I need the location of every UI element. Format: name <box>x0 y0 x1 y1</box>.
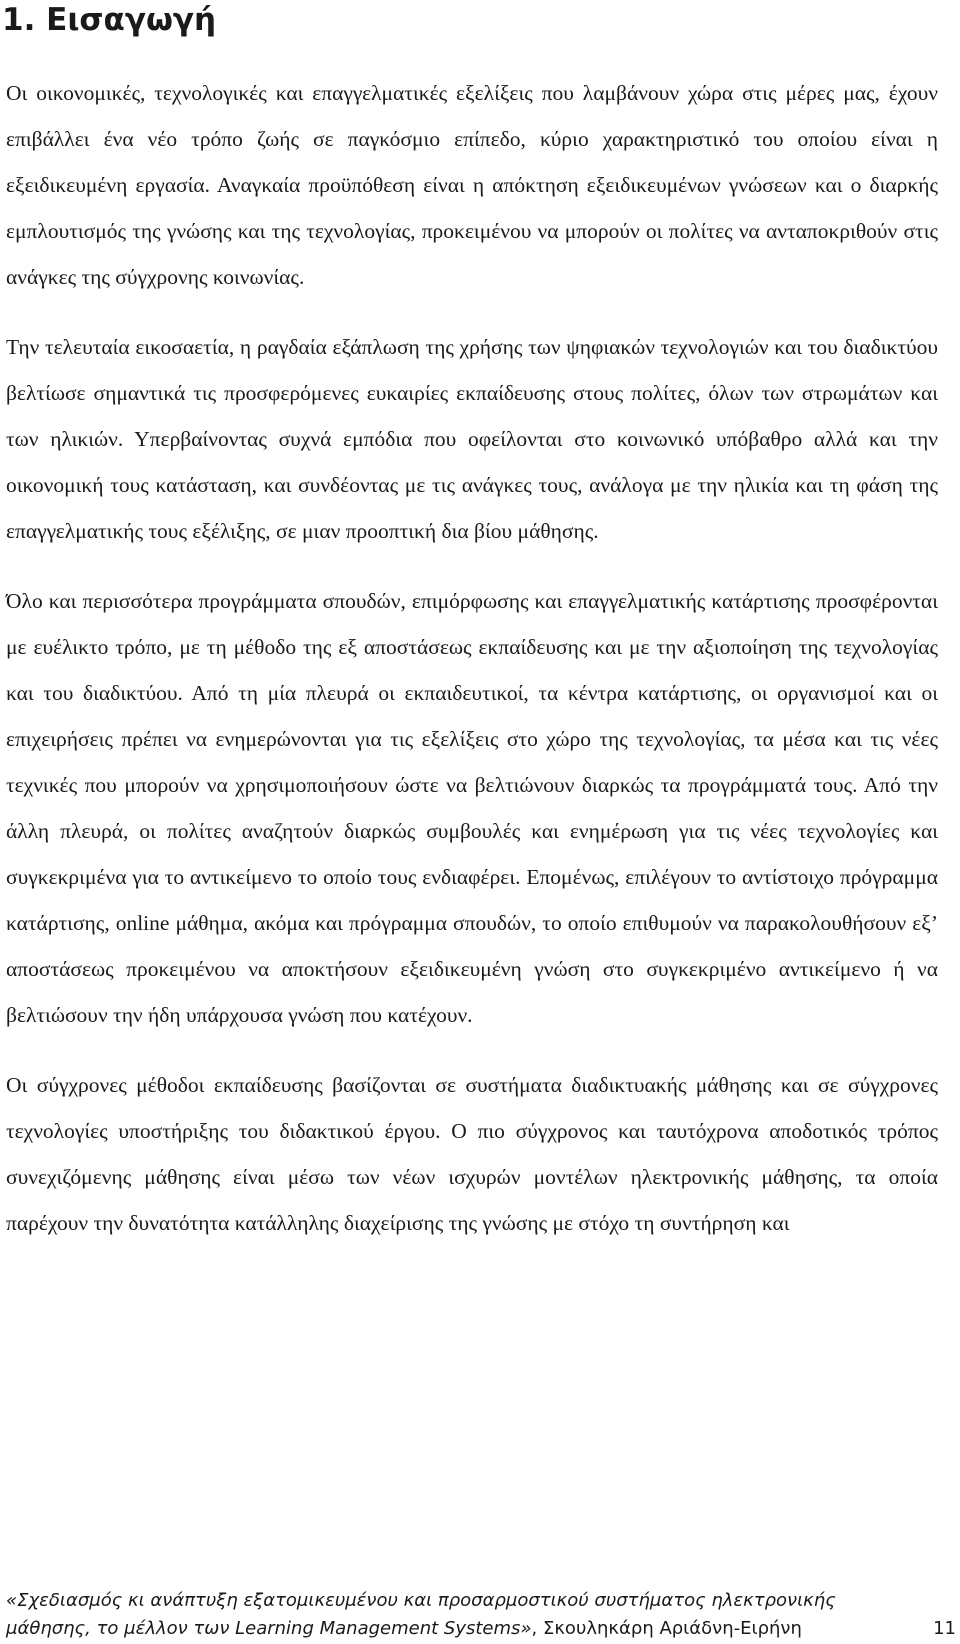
page-footer <box>0 1585 960 1644</box>
section-title: Εισαγωγή <box>46 2 217 38</box>
page-number: 11 <box>933 1618 956 1639</box>
footer-title-line-2 <box>6 1615 802 1643</box>
footer-title-part-1: «Σχεδιασμός κι ανάπτυξη εξατομικευμένου και προσαρμοστικού συστήματος ηλεκτρονικής <box>6 1590 836 1611</box>
footer-author: , Σκουληκάρη Αριάδνη-Ειρήνη <box>531 1618 802 1639</box>
footer-title-part-2: μάθησης, το μέλλον των Learning Management Systems» <box>6 1618 532 1639</box>
paragraph-1: Οι οικονομικές, τεχνολογικές και επαγγελματικές εξελίξεις που λαμβάνουν χώρα στις μέρες μας, έχουν επιβάλλει ένα νέο τρόπο ζωής σε παγκόσμιο επίπεδο, κύριο χαρακτηριστικό του οποίου είναι η εξειδικευμένη εργασία. Αναγκαία προϋπόθεση είναι η απόκτηση εξειδικευμένων γνώσεων και ο διαρκής εμπλουτισμός της γνώσης και της τεχνολογίας, προκειμένου να μπορούν οι πολίτες να ανταποκριθούν στις ανάγκες της σύγχρονης κοινωνίας. <box>6 81 938 289</box>
body-text <box>6 70 938 1270</box>
paragraph-2: Την τελευταία εικοσαετία, η ραγδαία εξάπλωση της χρήσης των ψηφιακών τεχνολογιών και του διαδικτύου βελτίωσε σημαντικά τις προσφερόμενες ευκαιρίες εκπαίδευσης στους πολίτες, όλων των στρωμάτων και των ηλικιών. Υπερβαίνοντας συχνά εμπόδια που οφείλονται στο κοινωνικό υπόβαθρο αλλά και την οικονομική τους κατάσταση, και συνδέοντας με τις ανάγκες τους, ανάλογα με την ηλικία και τη φάση της επαγγελματικής τους εξέλιξης, σε μιαν προοπτική δια βίου μάθησης. <box>6 335 938 543</box>
footer-title-line-1 <box>6 1587 836 1615</box>
section-heading <box>2 0 216 40</box>
section-number: 1. <box>2 2 36 38</box>
paragraph-4: Οι σύγχρονες μέθοδοι εκπαίδευσης βασίζονται σε συστήματα διαδικτυακής μάθησης και σε σύγχρονες τεχνολογίες υποστήριξης του διδακτικού έργου. Ο πιο σύγχρονος και ταυτόχρονα αποδοτικός τρόπος συνεχιζόμενης μάθησης είναι μέσω των νέων ισχυρών μοντέλων ηλεκτρονικής μάθησης, τα οποία παρέχουν την δυνατότητα κατάλληλης διαχείρισης της γνώσης με στόχο τη συντήρηση και <box>6 1073 938 1235</box>
paragraph-3: Όλο και περισσότερα προγράμματα σπουδών, επιμόρφωσης και επαγγελματικής κατάρτισης προσφέρονται με ευέλικτο τρόπο, με τη μέθοδο της εξ αποστάσεως εκπαίδευσης και με την αξιοποίηση της τεχνολογίας και του διαδικτύου. Από τη μία πλευρά οι εκπαιδευτικοί, τα κέντρα κατάρτισης, οι οργανισμοί και οι επιχειρήσεις πρέπει να ενημερώνονται για τις εξελίξεις στο χώρο της τεχνολογίας, τα μέσα και τις νέες τεχνικές που μπορούν να χρησιμοποιήσουν ώστε να βελτιώνουν διαρκώς τα προγράμματά τους. Από την άλλη πλευρά, οι πολίτες αναζητούν διαρκώς συμβουλές και ενημέρωση για τις νέες τεχνολογίες και συγκεκριμένα για το αντικείμενο το οποίο τους ενδιαφέρει. Επομένως, επιλέγουν το αντίστοιχο πρόγραμμα κατάρτισης, online μάθημα, ακόμα και πρόγραμμα σπουδών, το οποίο επιθυμούν να παρακολουθήσουν εξ’ αποστάσεως προκειμένου να αποκτήσουν εξειδικευμένη γνώση στο συγκεκριμένο αντικείμενο ή να βελτιώσουν την ήδη υπάρχουσα γνώση που κατέχουν. <box>6 589 938 1027</box>
